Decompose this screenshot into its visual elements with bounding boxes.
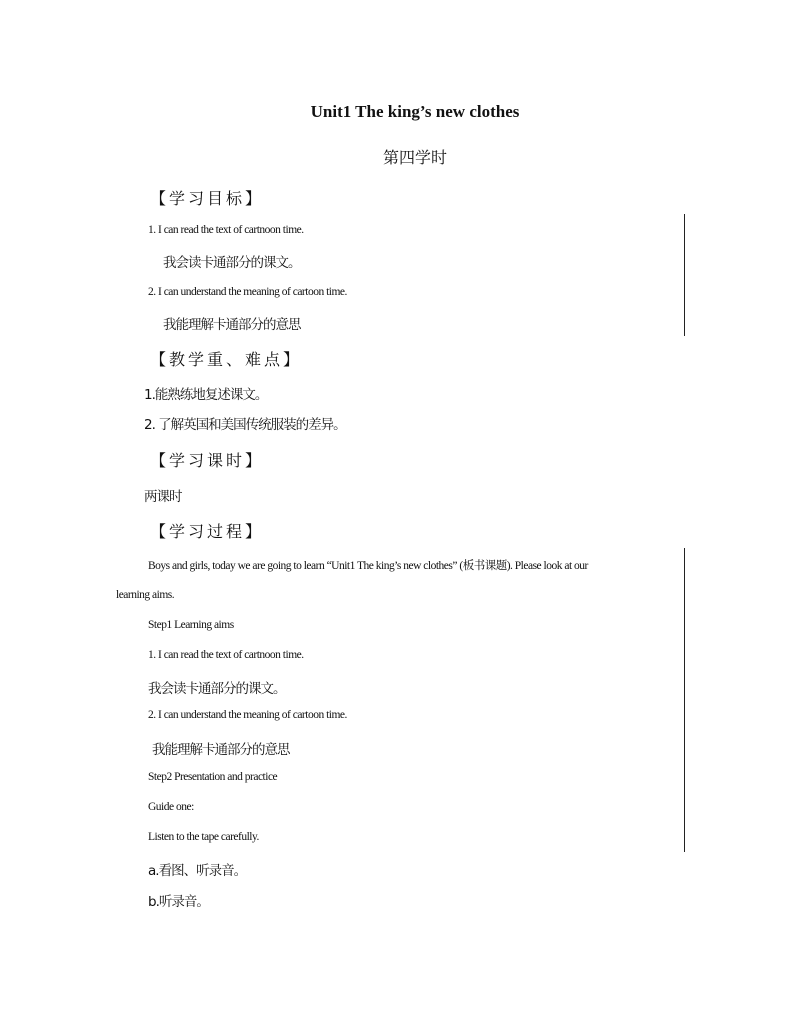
objective-1-zh: 我会读卡通部分的课文。: [163, 255, 301, 271]
step2-label: Step2 Presentation and practice: [148, 771, 278, 783]
aim-1-zh: 我会读卡通部分的课文。: [148, 681, 286, 697]
listen-instruction: Listen to the tape carefully.: [148, 831, 259, 843]
process-heading: 【学习过程】: [150, 522, 265, 541]
objective-1-en: 1. I can read the text of cartnoon time.: [148, 224, 304, 236]
aim-2-en: 2. I can understand the meaning of cartoon time.: [148, 709, 347, 721]
key-point-2: 2. 了解英国和美国传统服装的差异。: [144, 417, 346, 433]
intro-line-2: learning aims.: [116, 589, 175, 601]
activity-b: b.听录音。: [148, 894, 209, 910]
document-title: Unit1 The king’s new clothes: [310, 102, 520, 121]
objective-2-zh: 我能理解卡通部分的意思: [163, 317, 301, 333]
key-points-heading: 【教学重、难点】: [150, 350, 303, 369]
margin-rule: [684, 214, 685, 336]
hours-text: 两课时: [144, 489, 182, 505]
key-point-1: 1.能熟练地复述课文。: [144, 387, 268, 403]
hours-heading: 【学习课时】: [150, 451, 265, 470]
step1-label: Step1 Learning aims: [148, 619, 234, 631]
objectives-heading: 【学习目标】: [150, 189, 265, 208]
aim-2-zh: 我能理解卡通部分的意思: [152, 742, 290, 758]
margin-rule: [684, 548, 685, 852]
objective-2-en: 2. I can understand the meaning of cartoon time.: [148, 286, 347, 298]
activity-a: a.看图、听录音。: [148, 863, 247, 879]
lesson-subtitle: 第四学时: [382, 148, 447, 167]
intro-line-1: Boys and girls, today we are going to learn “Unit1 The king’s new clothes” (板书课题). Please look at our: [148, 560, 588, 572]
aim-1-en: 1. I can read the text of cartnoon time.: [148, 649, 304, 661]
guide-one-label: Guide one:: [148, 801, 194, 813]
